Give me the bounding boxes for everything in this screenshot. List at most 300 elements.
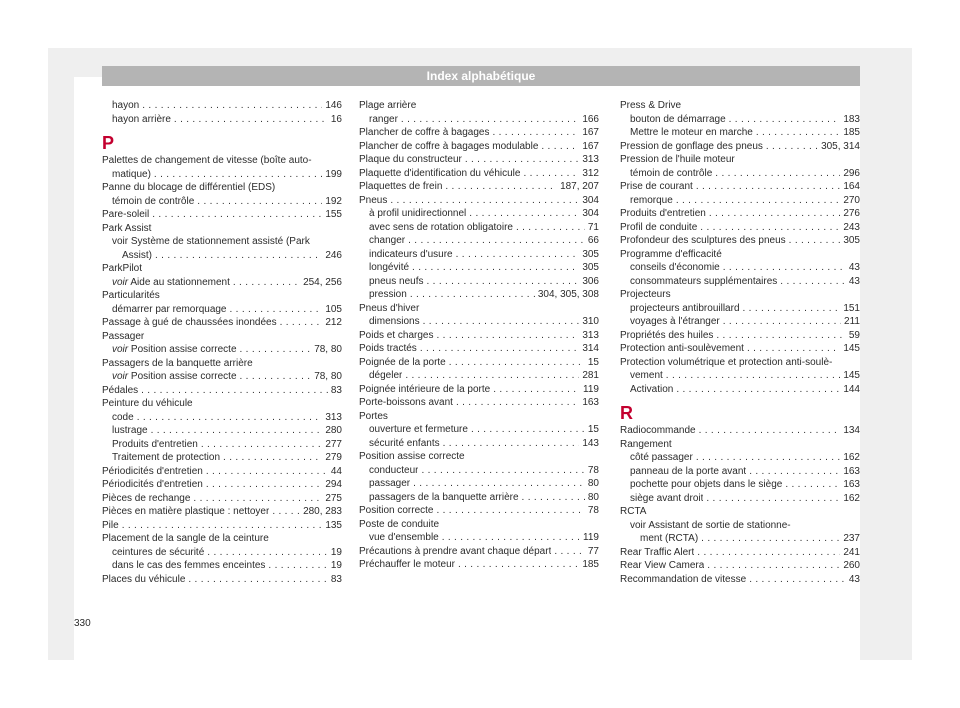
- entry-pages: 246: [325, 249, 342, 261]
- entry-text: conseils d'économie: [630, 262, 720, 273]
- entry-pages: 155: [325, 209, 342, 220]
- entry-text: pochette pour objets dans le siège: [630, 479, 783, 490]
- index-entry: [620, 275, 860, 289]
- entry-pages: 146: [325, 100, 342, 111]
- entry-text: pression: [369, 289, 407, 300]
- dot-leader: [696, 180, 840, 194]
- entry-text: bouton de démarrage: [630, 113, 726, 125]
- index-entry: [102, 208, 342, 222]
- entry-term: [620, 234, 786, 248]
- entry-term: [630, 194, 673, 208]
- index-heading: Passager: [102, 330, 145, 342]
- entry-pages: 281: [582, 370, 599, 381]
- entry-term: [112, 276, 230, 290]
- entry-pages: 19: [330, 560, 342, 571]
- dot-leader: [723, 261, 846, 275]
- entry-pages: 305: [582, 248, 599, 260]
- dot-leader: [413, 477, 585, 491]
- entry-term: [102, 492, 190, 506]
- entry-pages: 134: [843, 425, 860, 436]
- entry-term: [369, 248, 453, 262]
- dot-leader: [766, 140, 818, 154]
- dot-leader: [666, 369, 841, 383]
- entry-term: [359, 504, 433, 518]
- index-entry: [359, 558, 599, 572]
- index-entry: [102, 370, 342, 384]
- entry-text: projecteurs antibrouillard: [630, 302, 740, 314]
- index-entry: [102, 519, 342, 533]
- entry-text: pneus neufs: [369, 275, 424, 287]
- index-entry: [620, 559, 860, 573]
- index-entry: [102, 276, 342, 290]
- dot-leader: [458, 558, 579, 572]
- index-heading: voir Système de stationnement assisté (Park: [112, 236, 310, 247]
- entry-pages: 306: [582, 275, 599, 287]
- entry-text: Produits d'entretien: [112, 438, 198, 450]
- entry-term: [369, 477, 410, 491]
- dot-leader: [280, 316, 323, 330]
- index-entry: [359, 180, 599, 194]
- index-entry: [102, 451, 342, 465]
- index-heading: Placement de la sangle de la ceinture: [102, 533, 269, 544]
- entry-pages: 277: [325, 438, 342, 450]
- entry-text: Position correcte: [359, 505, 434, 516]
- dot-leader: [412, 261, 579, 275]
- entry-term: [112, 195, 194, 209]
- entry-pages: 83: [330, 573, 342, 585]
- dot-leader: [523, 167, 579, 181]
- dot-leader: [449, 356, 585, 370]
- index-entry: [359, 491, 599, 505]
- entry-pages: 260: [843, 560, 860, 571]
- entry-pages: 43: [848, 573, 860, 585]
- entry-term: [112, 168, 151, 182]
- entry-pages: 276: [843, 208, 860, 219]
- index-entry: [102, 113, 342, 127]
- see-reference: voir: [112, 344, 129, 355]
- index-heading: Passagers de la banquette arrière: [102, 357, 253, 369]
- index-entry: [620, 492, 860, 506]
- entry-pages: 163: [582, 397, 599, 408]
- entry-text: hayon: [112, 100, 140, 111]
- dot-leader: [155, 249, 322, 263]
- entry-text: sécurité enfants: [369, 437, 440, 449]
- index-entry: [359, 329, 599, 343]
- dot-leader: [456, 248, 580, 262]
- entry-term: [359, 342, 417, 356]
- dot-leader: [437, 329, 580, 343]
- entry-pages: 305, 314: [821, 140, 860, 152]
- entry-text: dans le cas des femmes enceintes: [112, 560, 266, 571]
- entry-pages: 19: [330, 546, 342, 558]
- index-entry: [359, 153, 599, 167]
- entry-text: Pièces en matière plastique : nettoyer: [102, 506, 270, 517]
- dot-leader: [709, 207, 840, 221]
- index-entry: [359, 275, 599, 289]
- dot-leader: [197, 195, 322, 209]
- entry-pages: 151: [843, 302, 860, 314]
- entry-pages: 270: [843, 194, 860, 206]
- index-entry: [359, 261, 599, 275]
- entry-text: dimensions: [369, 316, 420, 327]
- index-heading: Projecteurs: [620, 289, 671, 300]
- entry-term: [630, 261, 720, 275]
- index-entry: [102, 424, 342, 438]
- index-entry: [102, 492, 342, 506]
- index-heading: Position assise correcte: [359, 451, 465, 462]
- entry-pages: 183: [843, 113, 860, 125]
- entry-term: [112, 113, 171, 127]
- index-entry: [359, 194, 599, 208]
- entry-text: Poids et charges: [359, 329, 434, 341]
- index-entry: [620, 221, 860, 235]
- entry-pages: 304: [582, 194, 599, 206]
- index-entry: [102, 249, 342, 263]
- entry-text: Pièces de rechange: [102, 492, 191, 504]
- entry-pages: 279: [325, 452, 342, 463]
- entry-term: [112, 411, 134, 425]
- index-entry: [620, 451, 860, 465]
- dot-leader: [700, 221, 840, 235]
- dot-leader: [420, 342, 580, 356]
- entry-pages: 78, 80: [314, 371, 342, 382]
- index-entry: [620, 302, 860, 316]
- entry-pages: 305: [843, 235, 860, 246]
- dot-leader: [729, 113, 841, 127]
- entry-term: [359, 356, 446, 370]
- entry-pages: 143: [582, 437, 599, 449]
- entry-term: [112, 546, 204, 560]
- entry-pages: 192: [325, 195, 342, 207]
- entry-pages: 59: [848, 329, 860, 341]
- index-entry: [620, 546, 860, 560]
- entry-term: [359, 140, 538, 154]
- index-entry: [102, 559, 342, 573]
- dot-leader: [233, 276, 300, 290]
- entry-term: [620, 207, 706, 221]
- entry-text: hayon arrière: [112, 113, 171, 125]
- entry-term: [102, 478, 203, 492]
- entry-term: [369, 315, 420, 329]
- entry-text: Périodicités d'entretien: [102, 465, 203, 477]
- entry-text: Position assise correcte: [130, 371, 237, 382]
- dot-leader: [223, 451, 322, 465]
- entry-term: [630, 451, 693, 465]
- index-heading: ParkPilot: [102, 263, 143, 274]
- entry-term: [620, 559, 704, 573]
- index-entry: [102, 343, 342, 357]
- entry-term: [620, 329, 713, 343]
- index-entry: [102, 316, 342, 330]
- entry-pages: 43: [848, 275, 860, 287]
- index-entry: [359, 545, 599, 559]
- dot-leader: [443, 437, 580, 451]
- entry-pages: 241: [843, 546, 860, 558]
- index-entry: [620, 140, 860, 154]
- entry-text: Radiocommande: [620, 425, 696, 436]
- dot-leader: [716, 329, 845, 343]
- entry-term: [102, 505, 269, 519]
- entry-term: [620, 546, 694, 560]
- entry-text: Pile: [102, 519, 119, 531]
- entry-term: [112, 303, 227, 317]
- index-letter-heading: P: [102, 133, 115, 153]
- entry-text: panneau de la porte avant: [630, 465, 747, 477]
- entry-term: [359, 153, 462, 167]
- index-entry: [102, 195, 342, 209]
- entry-pages: 66: [587, 235, 599, 246]
- dot-leader: [410, 288, 535, 302]
- entry-text: Assist): [122, 249, 152, 261]
- entry-text: Activation: [630, 383, 674, 395]
- entry-term: [620, 180, 693, 194]
- entry-term: [112, 438, 198, 452]
- dot-leader: [465, 153, 579, 167]
- entry-text: Passage à gué de chaussées inondées: [102, 317, 277, 328]
- index-entry: [620, 342, 860, 356]
- entry-term: [630, 275, 777, 289]
- dot-leader: [749, 465, 840, 479]
- entry-pages: 43: [848, 262, 860, 273]
- index-entry: [359, 356, 599, 370]
- dot-leader: [456, 396, 579, 410]
- index-heading: Pneus d'hiver: [359, 302, 420, 314]
- index-entry: [620, 194, 860, 208]
- entry-term: [359, 383, 490, 397]
- index-entry: [102, 411, 342, 425]
- dot-leader: [699, 424, 841, 438]
- entry-term: [369, 207, 466, 221]
- entry-pages: 119: [583, 383, 599, 395]
- index-entry: [102, 505, 342, 519]
- entry-pages: 185: [843, 127, 860, 138]
- entry-text: lustrage: [112, 425, 148, 436]
- entry-text: Places du véhicule: [102, 573, 186, 585]
- entry-text: Traitement de protection: [112, 452, 221, 463]
- entry-text: Produits d'entretien: [620, 208, 706, 219]
- entry-pages: 164: [843, 181, 860, 192]
- entry-term: [369, 464, 418, 478]
- entry-term: [630, 302, 740, 316]
- index-entry: [359, 477, 599, 491]
- entry-term: [359, 126, 489, 140]
- entry-text: vement: [630, 370, 663, 381]
- index-entry: [620, 329, 860, 343]
- entry-pages: 78, 80: [314, 344, 342, 355]
- dot-leader: [541, 140, 579, 154]
- entry-term: [630, 126, 753, 140]
- dot-leader: [230, 303, 323, 317]
- dot-leader: [442, 531, 580, 545]
- entry-text: indicateurs d'usure: [369, 248, 453, 260]
- entry-term: [112, 559, 265, 573]
- entry-pages: 314: [582, 343, 599, 354]
- entry-text: Mettre le moteur en marche: [630, 127, 753, 138]
- entry-term: [112, 99, 139, 113]
- entry-term: [359, 167, 520, 181]
- index-entry: [359, 383, 599, 397]
- index-entry: [102, 384, 342, 398]
- entry-text: ceintures de sécurité: [112, 546, 205, 558]
- index-entry: [620, 369, 860, 383]
- entry-term: [122, 249, 152, 263]
- entry-term: [630, 113, 726, 127]
- index-entry: [102, 465, 342, 479]
- index-heading: Peinture du véhicule: [102, 398, 193, 409]
- entry-pages: 237: [843, 533, 860, 544]
- index-heading: Park Assist: [102, 222, 152, 234]
- entry-term: [630, 492, 703, 506]
- entry-text: Pneus: [359, 194, 388, 206]
- entry-pages: 144: [843, 383, 860, 395]
- see-reference: voir: [112, 276, 129, 288]
- dot-leader: [785, 478, 840, 492]
- index-heading: Particularités: [102, 290, 160, 301]
- entry-term: [620, 342, 744, 356]
- index-entry: [620, 113, 860, 127]
- entry-term: [359, 545, 551, 559]
- index-heading: Protection volumétrique et protection anti-soulè-: [620, 356, 833, 368]
- entry-text: Position assise correcte: [130, 344, 237, 355]
- entry-term: [630, 167, 712, 181]
- entry-text: code: [112, 411, 134, 423]
- index-column-1: [102, 99, 342, 586]
- index-entry: [620, 167, 860, 181]
- entry-term: [102, 573, 185, 587]
- entry-pages: 199: [325, 168, 342, 180]
- entry-text: Plancher de coffre à bagages modulable: [359, 140, 539, 152]
- entry-pages: 211: [844, 316, 860, 327]
- entry-term: [640, 532, 698, 546]
- index-entry: [359, 113, 599, 127]
- entry-text: remorque: [630, 194, 673, 206]
- entry-text: Aide au stationnement: [130, 276, 230, 288]
- entry-text: passager: [369, 478, 411, 489]
- dot-leader: [421, 464, 584, 478]
- dot-leader: [427, 275, 580, 289]
- entry-text: Plaquette d'identification du véhicule: [359, 167, 521, 179]
- index-entry: [359, 464, 599, 478]
- index-entry: [359, 167, 599, 181]
- index-heading: Portes: [359, 410, 388, 422]
- index-entry: [359, 396, 599, 410]
- dot-leader: [207, 546, 328, 560]
- index-entry: [102, 303, 342, 317]
- entry-term: [369, 261, 409, 275]
- dot-leader: [469, 207, 579, 221]
- dot-leader: [408, 234, 585, 248]
- index-entry: [620, 532, 860, 546]
- index-entry: [620, 315, 860, 329]
- entry-pages: 135: [325, 519, 342, 531]
- index-entry: [620, 573, 860, 587]
- entry-text: avec sens de rotation obligatoire: [369, 221, 513, 233]
- index-entry: [620, 126, 860, 140]
- entry-pages: 212: [325, 317, 342, 328]
- entry-text: siège avant droit: [630, 492, 704, 504]
- entry-pages: 145: [843, 370, 860, 381]
- entry-term: [359, 396, 453, 410]
- dot-leader: [390, 194, 579, 208]
- index-entry: [359, 531, 599, 545]
- entry-term: [630, 315, 720, 329]
- entry-term: [369, 275, 424, 289]
- entry-pages: 166: [582, 113, 599, 125]
- index-entry: [359, 504, 599, 518]
- dot-leader: [789, 234, 841, 248]
- entry-term: [369, 491, 519, 505]
- entry-term: [630, 383, 673, 397]
- entry-term: [630, 465, 746, 479]
- index-heading: Palettes de changement de vitesse (boîte auto-: [102, 155, 312, 166]
- index-entry: [359, 423, 599, 437]
- index-heading: Press & Drive: [620, 100, 682, 111]
- entry-term: [369, 234, 405, 248]
- entry-text: passagers de la banquette arrière: [369, 491, 519, 503]
- entry-text: Pare-soleil: [102, 209, 150, 220]
- entry-pages: 313: [582, 154, 599, 165]
- entry-pages: 294: [325, 479, 342, 490]
- index-entry: [359, 437, 599, 451]
- index-entry: [359, 126, 599, 140]
- entry-pages: 80: [587, 478, 599, 489]
- dot-leader: [154, 168, 322, 182]
- dot-leader: [522, 491, 585, 505]
- entry-text: longévité: [369, 262, 410, 273]
- entry-text: consommateurs supplémentaires: [630, 275, 778, 287]
- index-entry: [359, 342, 599, 356]
- index-heading: Poste de conduite: [359, 518, 440, 530]
- entry-pages: 163: [843, 479, 860, 490]
- dot-leader: [122, 519, 323, 533]
- entry-text: démarrer par remorquage: [112, 303, 227, 315]
- index-entry: [620, 478, 860, 492]
- entry-text: Plancher de coffre à bagages: [359, 127, 490, 138]
- entry-term: [102, 384, 138, 398]
- entry-text: Pédales: [102, 384, 139, 396]
- entry-text: témoin de contrôle: [630, 167, 713, 179]
- dot-leader: [749, 573, 846, 587]
- entry-text: Profil de conduite: [620, 221, 698, 233]
- entry-text: Poignée de la porte: [359, 356, 446, 368]
- entry-term: [369, 221, 513, 235]
- entry-pages: 78: [587, 505, 599, 516]
- entry-text: changer: [369, 235, 406, 246]
- dot-leader: [554, 545, 585, 559]
- entry-pages: 16: [330, 113, 342, 125]
- dot-leader: [493, 383, 580, 397]
- page-number: 330: [74, 618, 91, 629]
- entry-pages: 187, 207: [560, 181, 599, 192]
- entry-pages: 77: [587, 545, 599, 557]
- dot-leader: [436, 504, 584, 518]
- entry-pages: 312: [582, 167, 599, 179]
- dot-leader: [696, 451, 840, 465]
- entry-pages: 313: [325, 411, 342, 423]
- dot-leader: [141, 384, 328, 398]
- index-entry: [359, 140, 599, 154]
- dot-leader: [405, 369, 579, 383]
- index-entry: [359, 288, 599, 302]
- index-entry: [102, 546, 342, 560]
- dot-leader: [676, 194, 841, 208]
- entry-pages: 162: [843, 452, 860, 463]
- entry-text: matique): [112, 168, 151, 180]
- entry-pages: 119: [583, 532, 599, 543]
- index-entry: [102, 99, 342, 113]
- index-entry: [102, 478, 342, 492]
- index-entry: [620, 383, 860, 397]
